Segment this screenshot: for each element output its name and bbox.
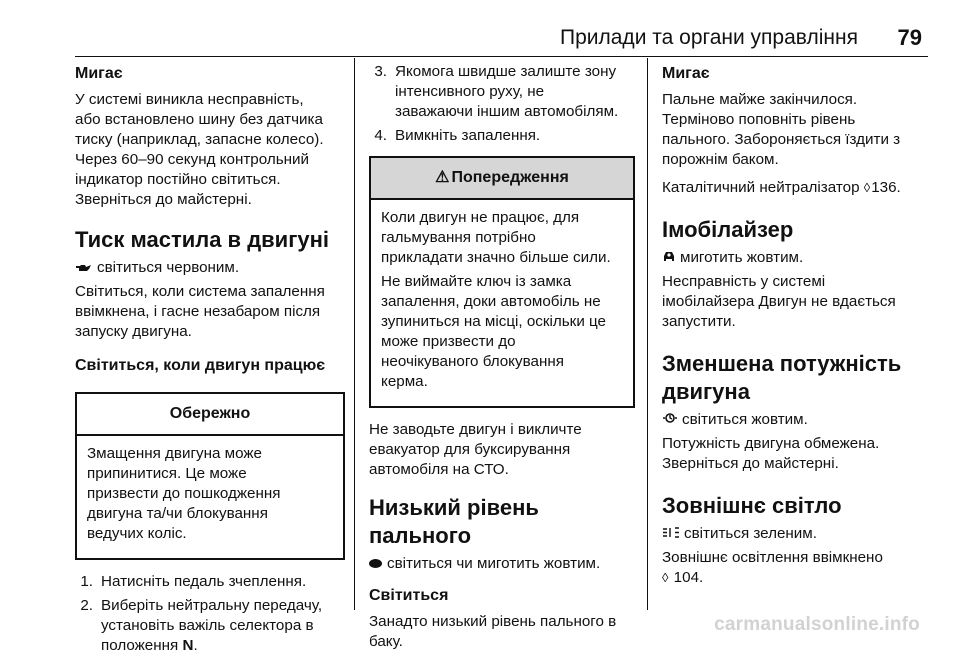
oil-indicator-line: світиться червоним. [75,258,345,278]
page-header-title: Прилади та органи управління [560,26,858,49]
power-indicator-line: світиться жовтим. [662,410,932,430]
steps-list-left [75,572,345,656]
page-number: 79 [897,25,922,50]
list-item: 2. Виберіть нейтральну передачу, установіть важіль селектора в положення N. [80,597,323,654]
oil-can-icon [75,261,93,274]
blink-heading: Мигає [75,65,123,82]
immobilizer-text: Несправність у системі імобілайзера Двигун не вдається запустити. [662,273,896,330]
column-right [662,62,932,588]
column-left [75,62,345,656]
page-reference-icon: ◊ [662,570,669,585]
reduced-power-heading: Зменшена потужність двигуна [662,351,902,404]
catalyst-reference: Каталітичний нейтралізатор ◊136. [662,179,901,196]
engine-running-heading: Світиться, коли двигун працює [75,357,326,374]
engine-power-icon [662,412,678,426]
list-item: 1. Натисніть педаль зчеплення. [80,573,307,590]
warning-title: ⚠ Попередження [371,158,633,200]
fuel-indicator-line: світиться чи миготить жовтим. [369,554,635,574]
caution-box [75,392,345,560]
reduced-power-text: Потужність двигуна обмежена. Зверніться до майстерні. [662,435,880,472]
exterior-indicator-line: світиться зеленим. [662,524,932,544]
exterior-light-heading: Зовнішнє світло [662,493,842,518]
column-divider-1 [354,58,355,610]
immobilizer-heading: Імобілайзер [662,217,794,242]
oil-pressure-heading: Тиск мастила в двигуні [75,227,330,252]
immobilizer-indicator-line: миготить жовтим. [662,248,932,268]
column-divider-2 [647,58,648,610]
steps-list-middle [369,62,635,146]
column-middle [369,62,635,652]
exterior-light-icon [662,527,680,540]
warning-triangle-icon: ⚠ [435,169,450,186]
low-fuel-heading: Низький рівень пального [369,495,539,548]
list-item: 4. Вимкніть запалення. [374,127,541,144]
fuel-blink-heading: Мигає [662,65,710,82]
tpms-fault-text: У системі виникла несправність, або встановлено шину без датчика тиску (наприклад, запасне колесо). Через 60–90 секунд контрольний індикатор постійно світиться. Зверніться до майстерні. [75,91,324,208]
tow-text: Не заводьте двигун і викличте евакуатор для буксирування автомобіля на СТО. [369,421,582,478]
fuel-warning-icon [369,559,382,568]
caution-title: Обережно [77,394,343,436]
exterior-light-text: Зовнішнє освітлення ввімкнено ◊ 104. [662,549,883,586]
caution-body: Змащення двигуна може припинитися. Це може призвести до пошкодження двигуна та/чи блокування ведучих коліс. [87,445,281,542]
header-divider [75,56,928,57]
oil-indicator-text: Світиться, коли система запалення ввімкнена, і гасне незабаром після запуску двигуна. [75,283,325,340]
warning-body: Коли двигун не працює, для гальмування потрібно прикладати значно більше сили. Не виймайте ключ із замка запалення, доки автомобіль не зупиниться на місці, оскільки це може призвести до неочікуваного блокування керма. [381,209,611,390]
page-reference-icon: ◊ [863,180,871,195]
low-fuel-text: Занадто низький рівень пального в баку. [369,613,617,650]
lit-heading: Світиться [369,587,449,604]
warning-box [369,156,635,408]
list-item: 3. Якомога швидше залиште зону інтенсивного руху, не заважаючи іншим автомобілям. [374,63,619,120]
fuel-blink-text: Пальне майже закінчилося. Терміново поповніть рівень пального. Забороняється їздити з порожнім баком. [662,91,901,168]
car-key-icon [662,251,676,264]
watermark: carmanualsonline.info [714,614,920,635]
